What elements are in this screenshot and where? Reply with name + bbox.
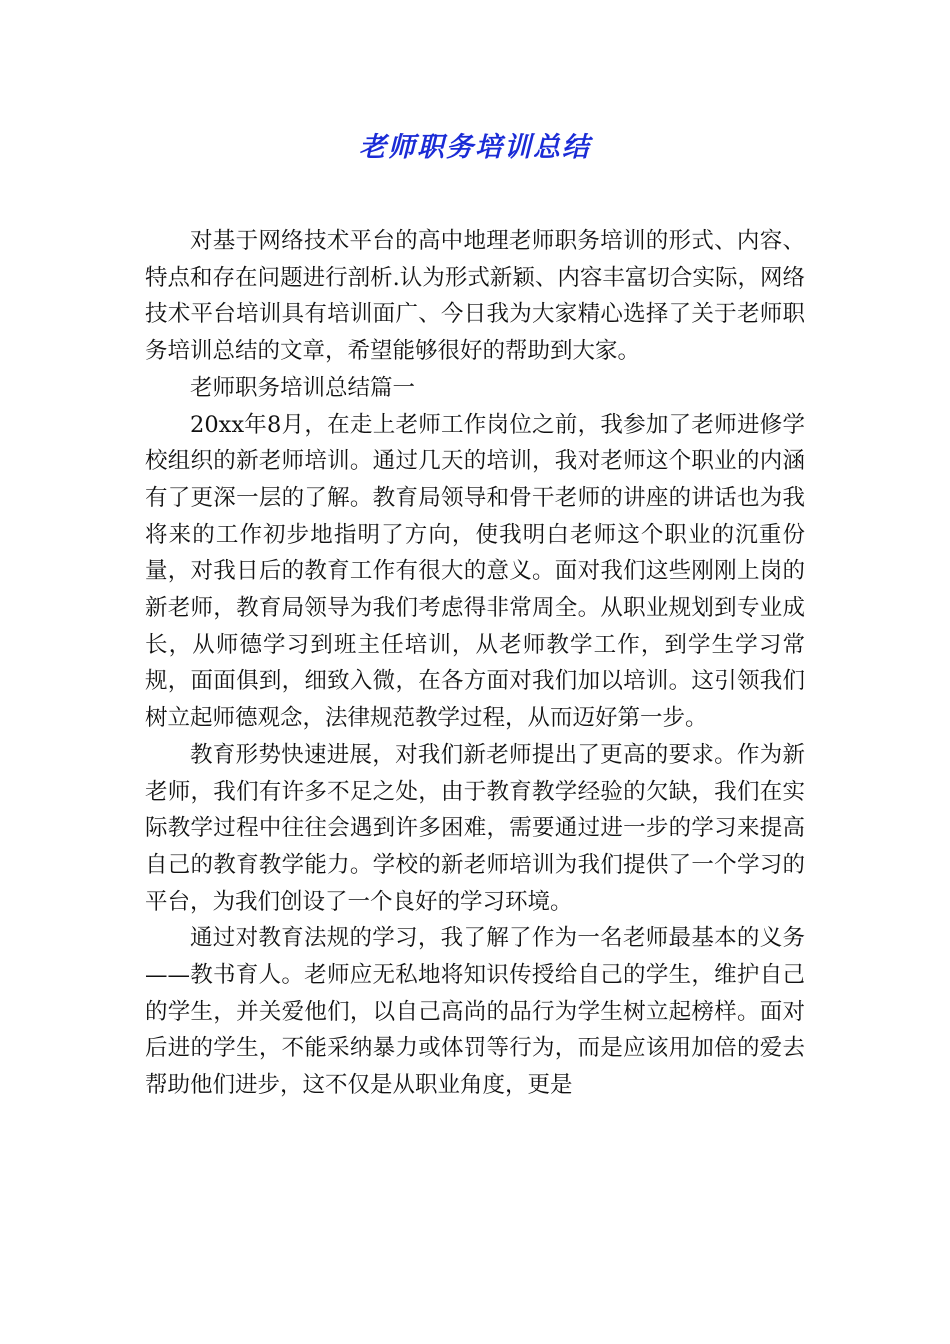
body-paragraph-2: 教育形势快速进展，对我们新老师提出了更高的要求。作为新老师，我们有许多不足之处，由于教育教学经验的欠缺，我们在实际教学过程中往往会遇到许多困难，需要通过进一步的学习来提高自己的教育教学能力。学校的新老师培训为我们提供了一个学习的平台，为我们创设了一个良好的学习环境。 [145,741,805,915]
body-paragraph-3: 通过对教育法规的学习，我了解了作为一名老师最基本的义务——教书育人。老师应无私地将知识传授给自己的学生，维护自己的学生，并关爱他们，以自己高尚的品行为学生树立起榜样。面对后进的学生，不能采纳暴力或体罚等行为，而是应该用加倍的爱去帮助他们进步，这不仅是从职业角度，更是 [145,925,805,1099]
document-title: 老师职务培训总结 [359,132,591,163]
body-paragraph-1: 20xx年8月，在走上老师工作岗位之前，我参加了老师进修学校组织的新老师培训。通过几天的培训，我对老师这个职业的内涵有了更深一层的了解。教育局领导和骨干老师的讲座的讲话也为我将来的工作初步地指明了方向，使我明白老师这个职业的沉重份量，对我日后的教育工作有很大的意义。面对我们这些刚刚上岗的新老师，教育局领导为我们考虑得非常周全。从职业规划到专业成长，从师德学习到班主任培训，从老师教学工作，到学生学习常规，面面俱到，细致入微，在各方面对我们加以培训。这引领我们树立起师德观念，法律规范教学过程，从而迈好第一步。 [145,411,805,732]
intro-paragraph: 对基于网络技术平台的高中地理老师职务培训的形式、内容、特点和存在问题进行剖析.认为形式新颖、内容丰富切合实际，网络技术平台培训具有培训面广、今日我为大家精心选择了关于老师职务培训总结的文章，希望能够很好的帮助到大家。 [145,228,805,365]
section-heading: 老师职务培训总结篇一 [190,374,416,401]
document-body [145,223,805,1104]
